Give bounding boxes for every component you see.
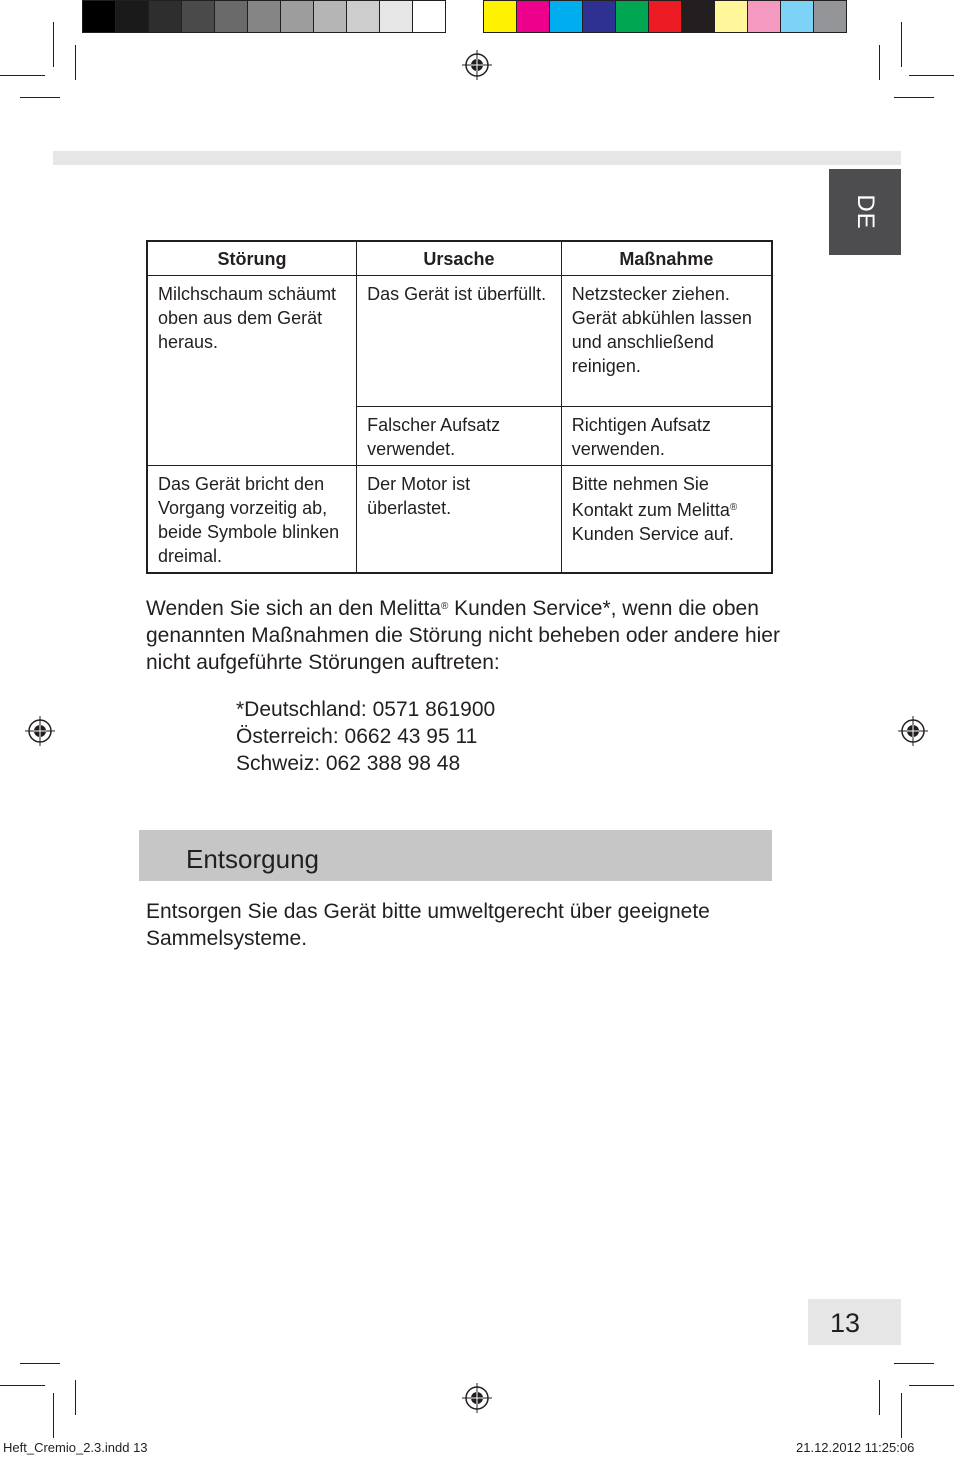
color-swatch [549,0,583,33]
section-heading-bar [139,830,772,881]
color-swatch [483,0,517,33]
troubleshooting-table [146,240,773,574]
remedy-cell [561,466,772,574]
section-heading: Entsorgung [186,844,319,874]
cause-cell: Der Motor ist überlastet. [357,466,562,574]
process-color-bar [483,0,846,37]
crop-mark [909,1385,954,1386]
crop-mark [879,1380,880,1415]
gray-color-bar [82,0,445,37]
registration-mark-icon [25,716,55,746]
registration-mark-icon [898,716,928,746]
color-swatch [214,0,248,33]
color-swatch [747,0,781,33]
language-tab-label: DE [852,194,879,230]
problem-cell: Das Gerät bricht den Vorgang vorzeitig ab, beide Symbole blinken dreimal. [147,466,357,574]
color-swatch [714,0,748,33]
registered-mark: ® [440,601,449,612]
crop-mark [20,97,60,98]
crop-mark [901,1393,902,1438]
language-tab [829,169,901,255]
contact-switzerland: Schweiz: 062 388 98 48 [236,752,461,775]
problem-cell: Milchschaum schäumt oben aus dem Gerät heraus. [147,276,357,466]
color-swatch [82,0,116,33]
header-band [53,151,901,165]
disposal-text: Entsorgen Sie das Gerät bitte umweltgerecht über geeignete Sammelsysteme. [146,900,710,950]
color-swatch [313,0,347,33]
table-header-row [147,241,772,276]
crop-mark [894,1363,934,1364]
crop-mark [20,1363,60,1364]
color-swatch [813,0,847,33]
color-swatch [582,0,616,33]
crop-mark [879,45,880,80]
registration-mark-icon [462,50,492,80]
page-number-box [808,1299,901,1345]
crop-mark [0,75,45,76]
color-swatch [681,0,715,33]
crop-mark [901,22,902,67]
contact-germany: *Deutschland: 0571 861900 [236,698,496,721]
color-swatch [780,0,814,33]
service-note [146,593,786,676]
color-swatch [115,0,149,33]
contact-austria: Österreich: 0662 43 95 11 [236,725,478,748]
crop-mark [894,97,934,98]
color-swatch [247,0,281,33]
color-swatch [346,0,380,33]
remedy-cell: Netzstecker ziehen. Gerät abkühlen lassen und anschließend reinigen. [561,276,772,407]
color-swatch [648,0,682,33]
crop-mark [909,75,954,76]
service-note-text: Kunden Service*, wenn die oben genannten Maßnahmen die Störung nicht beheben oder andere hier nicht aufgeführte Störungen auftreten: [146,597,780,674]
registered-mark: ® [729,502,738,513]
registration-mark-icon [462,1383,492,1413]
crop-mark [75,45,76,80]
cause-cell: Falscher Aufsatz verwendet. [357,407,562,466]
table-row [147,466,772,574]
service-note-text: Wenden Sie sich an den Melitta [146,597,441,620]
crop-mark [53,22,54,67]
footer-filename: Heft_Cremio_2.3.indd 13 [3,1440,148,1455]
footer-timestamp: 21.12.2012 11:25:06 [796,1440,915,1455]
color-swatch [412,0,446,33]
color-swatch [148,0,182,33]
cause-cell: Das Gerät ist überfüllt. [357,276,562,407]
page-number: 13 [830,1308,861,1338]
column-header-cause: Ursache [357,241,562,276]
color-swatch [615,0,649,33]
remedy-text: Kunden Service auf. [571,524,734,544]
crop-mark [0,1385,45,1386]
crop-mark [75,1380,76,1415]
column-header-remedy: Maßnahme [561,241,772,276]
contact-list [236,696,495,777]
remedy-text: Bitte nehmen Sie Kontakt zum Melitta [571,474,730,520]
table-row [147,276,772,407]
color-swatch [280,0,314,33]
column-header-problem: Störung [147,241,357,276]
remedy-cell: Richtigen Aufsatz verwenden. [561,407,772,466]
color-swatch [379,0,413,33]
crop-mark [53,1393,54,1438]
color-swatch [181,0,215,33]
color-swatch [516,0,550,33]
